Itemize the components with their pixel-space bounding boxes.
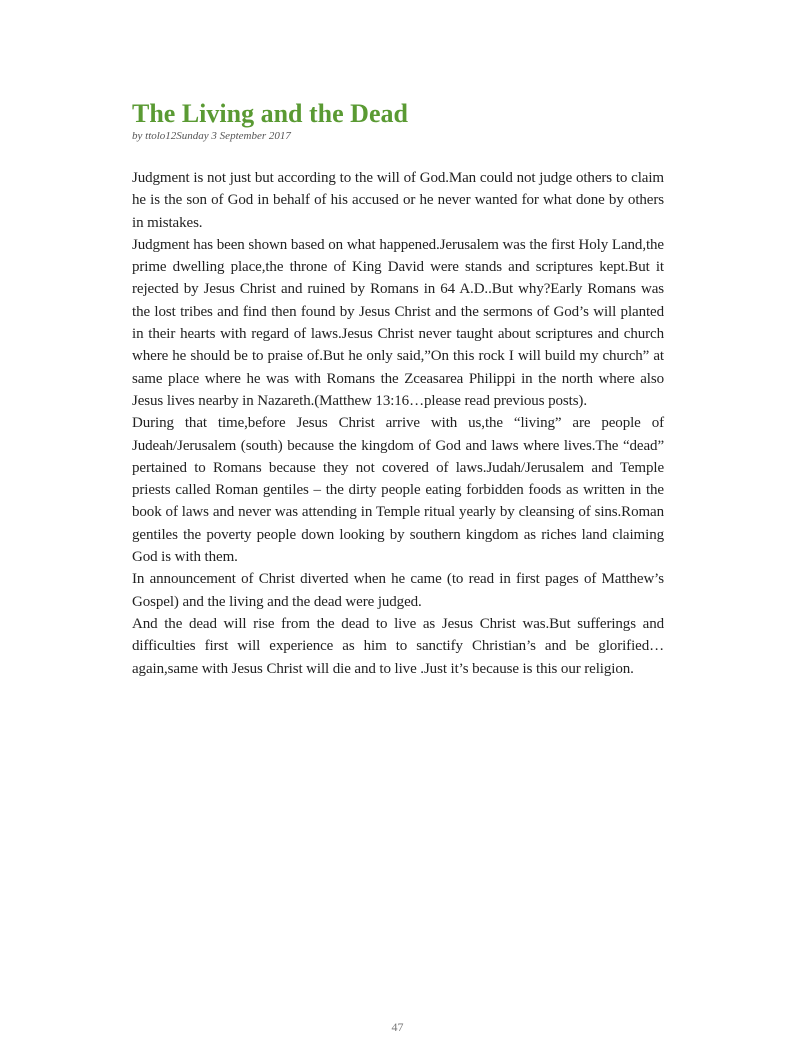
paragraph-3: During that time,before Jesus Christ arrive with us,the “living” are people of Judeah/Jerusalem (south) because the kingdom of God and laws where lives.The “dead” pertained to Romans because they not covered of laws.Judah/Jerusalem and Temple priests called Roman gentiles – the dirty people eating forbidden foods as written in the book of laws and never was attending in Temple ritual yearly by cleansing of sins.Roman gentiles the poverty people down looking by southern kingdom as riches land claiming God is with them. bbox=[132, 415, 664, 566]
paragraph-1: Judgment is not just but according to the will of God.Man could not judge others to claim he is the son of God in behalf of his accused or he never wanted for what done by others in mistakes. bbox=[132, 170, 664, 231]
article-title: The Living and the Dead bbox=[132, 99, 408, 128]
paragraph-4: In announcement of Christ diverted when he came (to read in first pages of Matthew’s Gospel) and the living and the dead were judged. bbox=[132, 571, 664, 610]
page-number: 47 bbox=[391, 1020, 404, 1034]
article-byline: by ttolo12Sunday 3 September 2017 bbox=[132, 130, 291, 142]
paragraph-2: Judgment has been shown based on what happened.Jerusalem was the first Holy Land,the prime dwelling place,the throne of King David were stands and scriptures kept.But it rejected by Jesus Christ and ruined by Romans in 64 A.D..But why?Early Romans was the lost tribes and find then found by Jesus Christ and the sermons of God’s will planted in their hearts with regard of laws.Jesus Christ never taught about scriptures and church where he should be to praise of.But he only said,”On this rock I will build my church” at same place where he was with Romans the Zceasarea Philippi in the north where also Jesus lives nearby in Nazareth.(Matthew 13:16…please read previous posts). bbox=[132, 236, 664, 409]
paragraph-5: And the dead will rise from the dead to live as Jesus Christ was.But sufferings and difficulties first will experience as him to sanctify Christian’s and be glorified…again,same with Jesus Christ will die and to live .Just it’s because is this our religion. bbox=[132, 615, 664, 677]
article-body bbox=[132, 167, 664, 680]
